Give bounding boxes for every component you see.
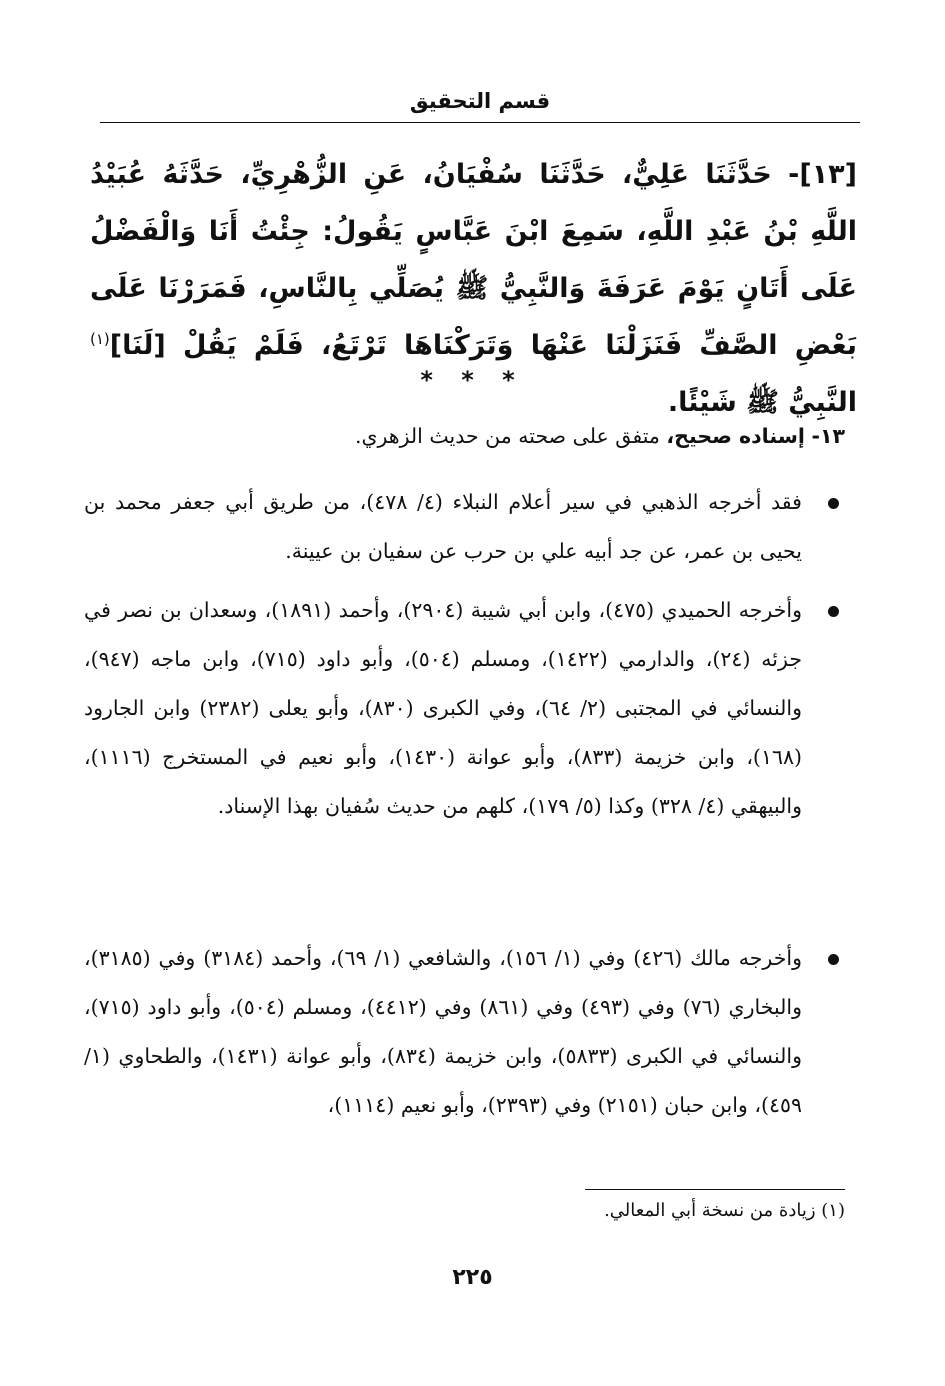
page-number [0,1262,945,1294]
grade-label: إسناده صحيح، [666,424,805,448]
section-separator [0,366,945,394]
takhrij-item-text: فقد أخرجه الذهبي في سير أعلام النبلاء (٤/ ٤٧٨)، من طريق أبي جعفر محمد بن يحيى بن عمر، عن جد أبيه علي بن حرب عن سفيان بن عيينة. [84,490,802,563]
commentary-number: ١٣- [811,424,845,448]
running-header [100,86,860,123]
footnote-text: (١) زيادة من نسخة أبي المعالي. [604,1200,845,1221]
page-number-text: ٢٢٥ [452,1265,493,1290]
footnote-divider [585,1189,845,1190]
hadith-text: [١٣]- حَدَّثَنَا عَلِيٌّ، حَدَّثَنَا سُفْيَانُ، عَنِ الزُّهْرِيِّ، حَدَّثَهُ عُبَيْدُ اللَّهِ بْنُ عَبْدِ اللَّهِ، سَمِعَ ابْنَ عَبَّاسٍ يَقُولُ: جِئْتُ أَنَا وَالْفَضْلُ عَلَى أَتَانٍ يَوْمَ عَرَفَةَ وَالنَّبِيُّ ﷺ يُصَلِّي بِالنَّاسِ، فَمَرَرْنَا عَلَى بَعْضِ الصَّفِّ فَنَزَلْنَا عَنْهَا وَتَرَكْنَاهَا تَرْتَعُ، فَلَمْ يَقُلْ [لَنَا] [90,159,857,361]
hadith-text-end: النَّبِيُّ ﷺ شَيْئًا. [667,387,857,418]
footnote-marker[interactable]: (١) [90,330,110,348]
grade-text: متفق على صحته من حديث الزهري. [354,424,667,448]
takhrij-item-text: وأخرجه مالك (٤٢٦) وفي (١/ ١٥٦)، والشافعي (١/ ٦٩)، وأحمد (٣١٨٤) وفي (٣١٨٥)، والبخاري (٧٦) وفي (٤٩٣) وفي (٨٦١) وفي (٤٤١٢)، ومسلم (٥٠٤)، وأبو داود (٧١٥)، والنسائي في الكبرى (٥٨٣٣)، وابن خزيمة (٨٣٤)، وأبو عوانة (١٤٣١)، والطحاوي (١/ ٤٥٩)، وابن حبان (٢١٥١) وفي (٢٣٩٣)، وأبو نعيم (١١١٤)، [84,946,802,1117]
takhrij-item [84,586,845,831]
takhrij-item [84,478,845,576]
separator-stars: * * * [420,366,525,394]
takhrij-item [84,934,845,1130]
commentary-heading [90,418,845,454]
header-title: قسم التحقيق [409,89,551,113]
takhrij-item-text: وأخرجه الحميدي (٤٧٥)، وابن أبي شيبة (٢٩٠٤)، وأحمد (١٨٩١)، وسعدان بن نصر في جزئه (٢٤)، والدارمي (١٤٢٢)، ومسلم (٥٠٤)، وأبو داود (٧١٥)، وابن ماجه (٩٤٧)، والنسائي في المجتبى (٢/ ٦٤)، وفي الكبرى (٨٣٠)، وأبو يعلى (٢٣٨٢) وابن الجارود (١٦٨)، وابن خزيمة (٨٣٣)، وأبو عوانة (١٤٣٠)، وأبو نعيم في المستخرج (١١١٦)، والبيهقي (٤/ ٣٢٨) وكذا (٥/ ١٧٩)، كلهم من حديث سُفيان بهذا الإسناد. [84,598,802,818]
footnote [90,1196,845,1226]
